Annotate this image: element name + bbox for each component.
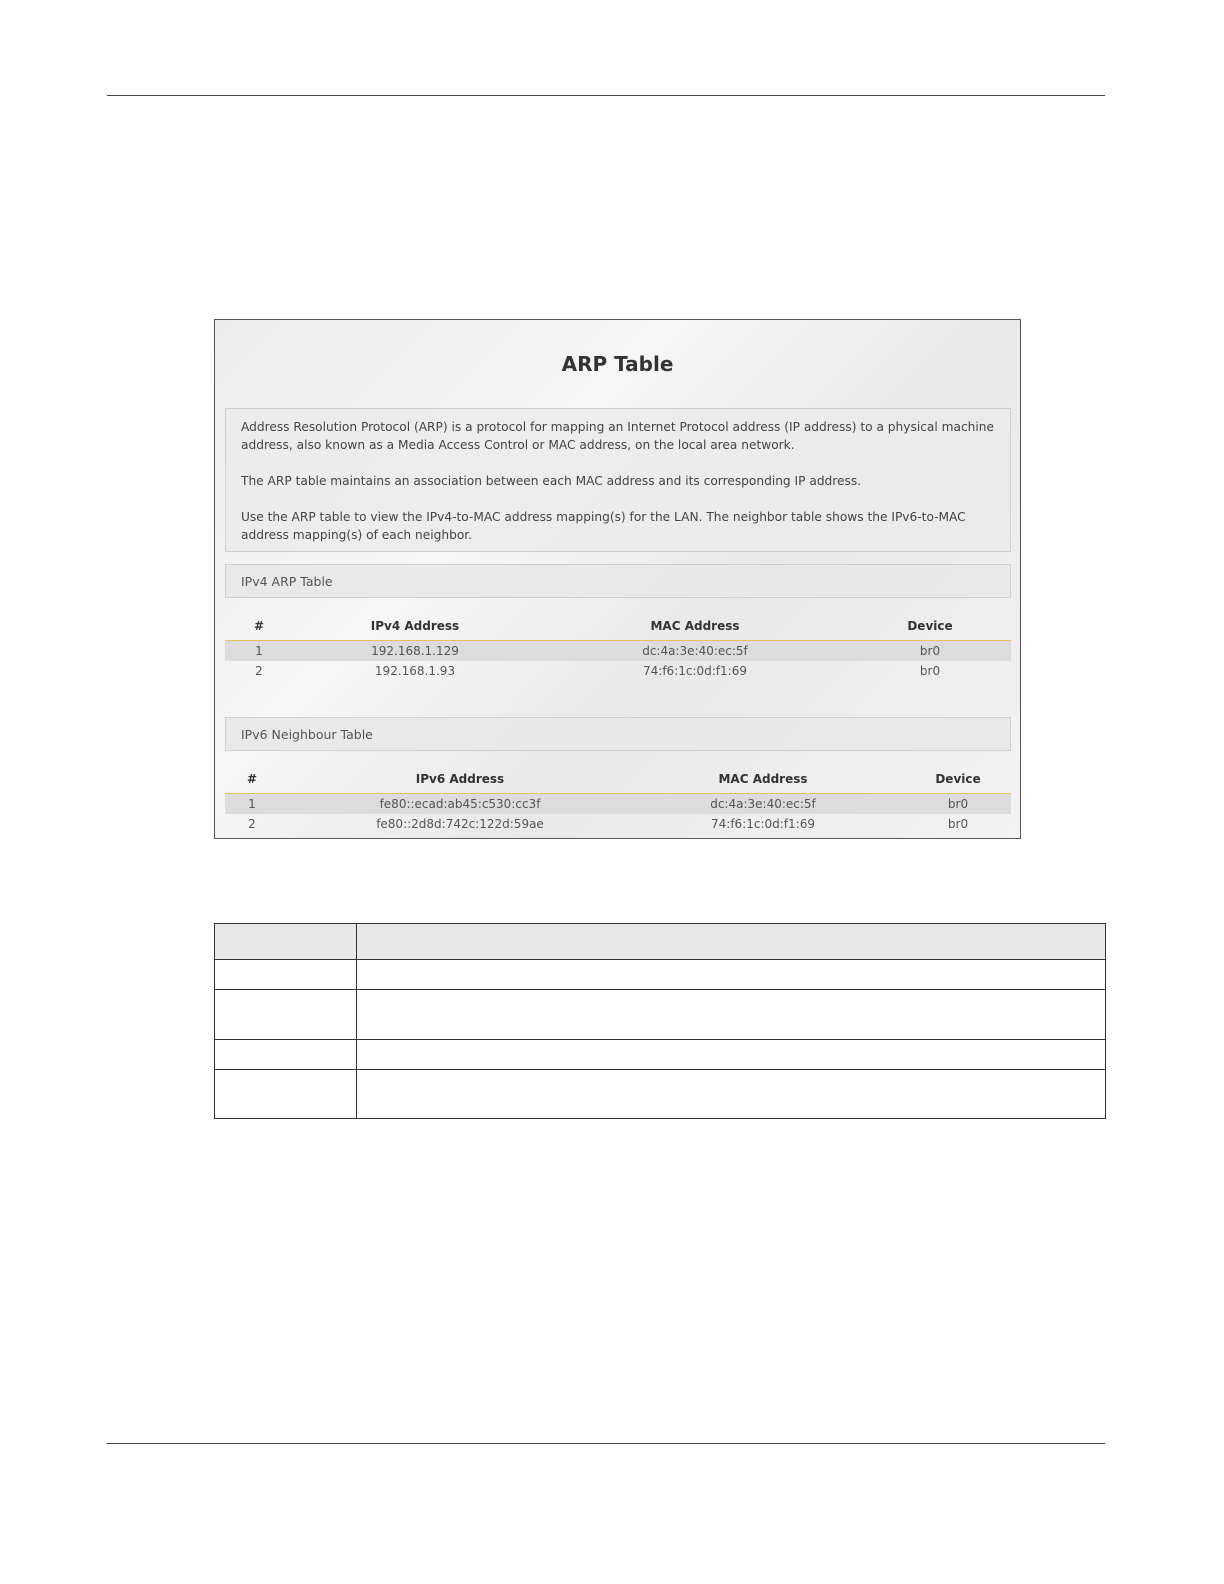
table-row <box>215 1040 1106 1070</box>
label-cell <box>215 1070 357 1119</box>
column-header-device: Device <box>935 772 981 786</box>
description-cell <box>357 960 1106 990</box>
intro-paragraph-3: Use the ARP table to view the IPv4-to-MAC address mapping(s) for the LAN. The neighbor table shows the IPv6-to-MAC address mapping(s) of each neighbor. <box>241 510 966 542</box>
mac-address: 74:f6:1c:0d:f1:69 <box>643 664 747 678</box>
description-cell <box>357 1040 1106 1070</box>
intro-paragraph-1: Address Resolution Protocol (ARP) is a protocol for mapping an Internet Protocol address (IP address) to a physical machine address, also known as a Media Access Control or MAC address, on the local area network. <box>241 420 995 452</box>
description-column-header <box>357 924 1106 960</box>
mac-address: 74:f6:1c:0d:f1:69 <box>711 817 815 831</box>
column-header-ipv4-address: IPv4 Address <box>370 619 460 633</box>
ipv4-address: 192.168.1.129 <box>371 644 459 658</box>
device: br0 <box>947 797 969 811</box>
label-cell <box>215 990 357 1040</box>
ipv6-address: fe80::ecad:ab45:c530:cc3f <box>379 797 541 811</box>
footer-rule <box>107 1443 1105 1444</box>
table-row <box>225 641 1011 661</box>
row-index: 2 <box>255 664 263 678</box>
field-description-table <box>214 923 1106 1119</box>
arp-table-screenshot <box>214 319 1021 839</box>
ipv4-section-header: IPv4 ARP Table <box>225 564 1011 598</box>
column-header-mac-address: MAC Address <box>718 772 808 786</box>
intro-description-box <box>225 408 1011 552</box>
table-row <box>215 960 1106 990</box>
mac-address: dc:4a:3e:40:ec:5f <box>710 797 816 811</box>
device: br0 <box>919 664 941 678</box>
device: br0 <box>947 817 969 831</box>
column-header-index: # <box>253 619 265 633</box>
label-cell <box>215 960 357 990</box>
label-column-header <box>215 924 357 960</box>
table-row <box>225 794 1011 814</box>
ipv6-neighbour-table <box>225 769 1011 834</box>
column-header-device: Device <box>907 619 953 633</box>
table-header-row <box>225 769 1011 794</box>
description-cell <box>357 990 1106 1040</box>
ipv4-arp-table <box>225 616 1011 681</box>
table-header-row <box>225 616 1011 641</box>
mac-address: dc:4a:3e:40:ec:5f <box>642 644 748 658</box>
ipv6-section-header: IPv6 Neighbour Table <box>225 717 1011 751</box>
intro-paragraph-2: The ARP table maintains an association between each MAC address and its corresponding IP address. <box>241 474 862 488</box>
description-cell <box>357 1070 1106 1119</box>
column-header-index: # <box>246 772 258 786</box>
ipv4-address: 192.168.1.93 <box>374 664 456 678</box>
row-index: 1 <box>248 797 256 811</box>
column-header-ipv6-address: IPv6 Address <box>415 772 505 786</box>
table-row <box>225 814 1011 834</box>
label-cell <box>215 1040 357 1070</box>
ipv6-address: fe80::2d8d:742c:122d:59ae <box>376 817 544 831</box>
row-index: 1 <box>255 644 263 658</box>
page-title: ARP Table <box>561 352 674 376</box>
row-index: 2 <box>248 817 256 831</box>
table-row <box>215 1070 1106 1119</box>
description-header-row <box>215 924 1106 960</box>
table-row <box>215 990 1106 1040</box>
header-rule <box>107 95 1105 96</box>
column-header-mac-address: MAC Address <box>650 619 740 633</box>
table-row <box>225 661 1011 681</box>
device: br0 <box>919 644 941 658</box>
